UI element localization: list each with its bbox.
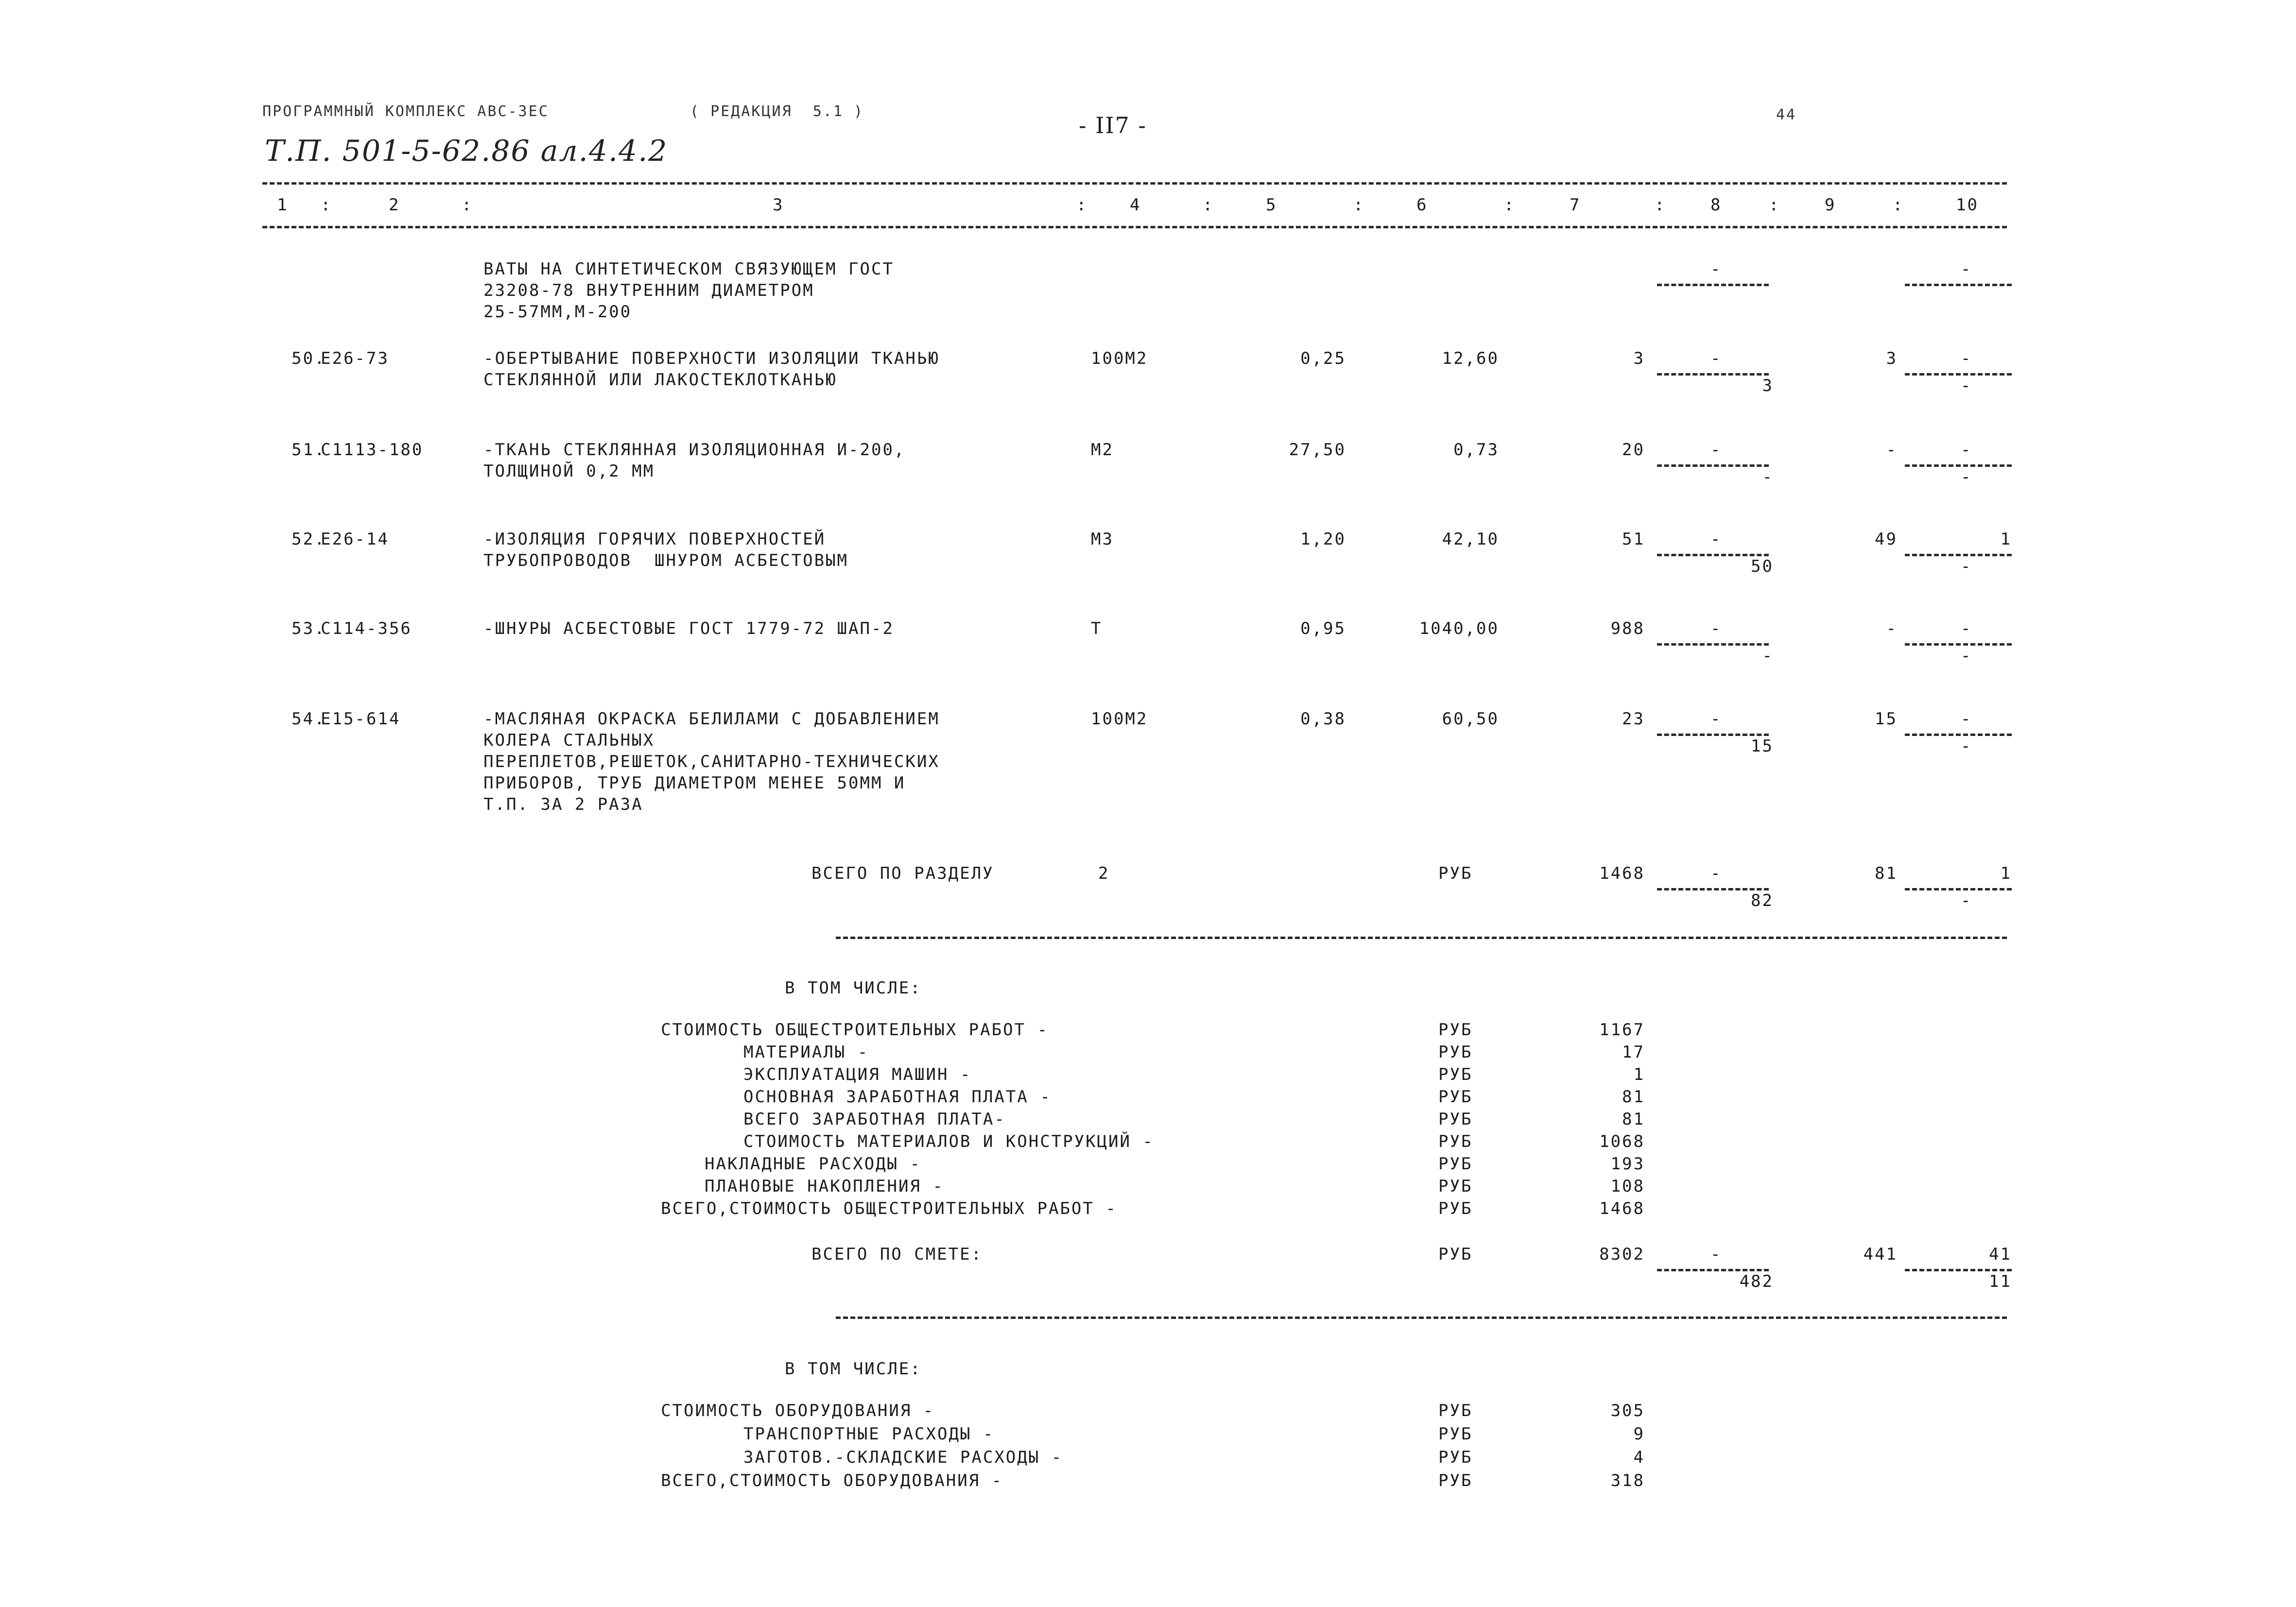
- column-separator: :: [1655, 195, 1666, 215]
- item-quantity: 27,50: [1289, 440, 1346, 460]
- item-col8-rule: [1657, 284, 1769, 286]
- column-header-7: 7: [1570, 195, 1581, 215]
- breakdown-unit: РУБ: [1438, 1043, 1473, 1062]
- breakdown-title: В ТОМ ЧИСЛЕ:: [785, 978, 922, 998]
- item-code: Е26-73: [321, 349, 389, 368]
- breakdown-label: ВСЕГО ЗАРАБОТНАЯ ПЛАТА-: [743, 1110, 1006, 1129]
- item-col8-sub: 3: [1762, 376, 1774, 395]
- item-unit-price: 42,10: [1442, 530, 1499, 549]
- breakdown2-unit: РУБ: [1438, 1448, 1473, 1467]
- item-unit-price: 1040,00: [1419, 619, 1499, 638]
- item-col10-rule: [1905, 464, 2012, 467]
- item-code: Е26-14: [321, 530, 389, 549]
- item-col10: -: [1961, 349, 1972, 368]
- estimate-total-col8-sub: 482: [1739, 1272, 1774, 1291]
- edition: ( РЕДАКЦИЯ 5.1 ): [690, 103, 864, 120]
- section-total-col10-rule: [1905, 888, 2012, 890]
- section-total-col8-sub: 82: [1751, 891, 1774, 910]
- breakdown2-unit: РУБ: [1438, 1401, 1473, 1420]
- page-number: - II7 -: [1079, 112, 1147, 138]
- item-description-line: ТОЛЩИНОЙ 0,2 ММ: [483, 462, 655, 481]
- section-total-rule: [836, 937, 2007, 939]
- item-col10: -: [1961, 619, 1972, 638]
- item-col8: -: [1710, 709, 1722, 729]
- item-unit: Т: [1091, 619, 1103, 638]
- item-col8-rule: [1657, 464, 1769, 467]
- item-col8: -: [1710, 619, 1722, 638]
- column-header-6: 6: [1416, 195, 1428, 215]
- section-total-col9: 81: [1875, 864, 1898, 883]
- item-col10: -: [1961, 259, 1972, 279]
- item-code: Е15-614: [321, 709, 401, 729]
- breakdown-value: 1468: [1599, 1199, 1645, 1218]
- breakdown2-unit: РУБ: [1438, 1424, 1473, 1444]
- breakdown-value: 17: [1622, 1043, 1645, 1062]
- item-col8-sub: 15: [1751, 736, 1774, 756]
- item-unit-price: 60,50: [1442, 709, 1499, 729]
- item-unit-price: 0,73: [1453, 440, 1499, 460]
- breakdown2-title: В ТОМ ЧИСЛЕ:: [785, 1359, 922, 1379]
- breakdown-label: ПЛАНОВЫЕ НАКОПЛЕНИЯ -: [705, 1177, 944, 1196]
- item-col10: -: [1961, 440, 1972, 460]
- item-col10-sub: -: [1961, 376, 1972, 395]
- item-col8: -: [1710, 349, 1722, 368]
- breakdown-unit: РУБ: [1438, 1087, 1473, 1107]
- item-description-line: ВАТЫ НА СИНТЕТИЧЕСКОМ СВЯЗУЮЩЕМ ГОСТ: [483, 259, 894, 279]
- item-col9: -: [1886, 619, 1898, 638]
- item-col8: -: [1710, 440, 1722, 460]
- item-col8-rule: [1657, 373, 1769, 376]
- item-col9: 15: [1875, 709, 1898, 729]
- section-total-col10-sub: -: [1961, 891, 1972, 910]
- item-description-line: ПЕРЕПЛЕТОВ,РЕШЕТОК,САНИТАРНО-ТЕХНИЧЕСКИХ: [483, 752, 940, 771]
- estimate-total-col8: -: [1710, 1245, 1722, 1264]
- item-unit-price: 12,60: [1442, 349, 1499, 368]
- item-total: 3: [1633, 349, 1645, 368]
- item-col8-sub: -: [1762, 646, 1774, 666]
- item-col10-rule: [1905, 284, 2012, 286]
- item-quantity: 0,38: [1300, 709, 1346, 729]
- breakdown-label: НАКЛАДНЫЕ РАСХОДЫ -: [705, 1154, 921, 1174]
- item-col10-rule: [1905, 554, 2012, 556]
- item-col10-rule: [1905, 373, 2012, 376]
- breakdown-label: ОСНОВНАЯ ЗАРАБОТНАЯ ПЛАТА -: [743, 1087, 1052, 1107]
- item-quantity: 0,25: [1300, 349, 1346, 368]
- item-col8: -: [1710, 259, 1722, 279]
- section-total-col10: 1: [2000, 864, 2012, 883]
- item-col10-sub: -: [1961, 736, 1972, 756]
- estimate-total-value: 8302: [1599, 1245, 1645, 1264]
- breakdown-label: ЭКСПЛУАТАЦИЯ МАШИН -: [743, 1065, 972, 1084]
- estimate-total-col10-sub: 11: [1989, 1272, 2012, 1291]
- estimate-total-label: ВСЕГО ПО СМЕТЕ:: [811, 1245, 983, 1264]
- item-total: 988: [1610, 619, 1645, 638]
- item-col10-sub: -: [1961, 467, 1972, 487]
- item-total: 51: [1622, 530, 1645, 549]
- breakdown2-label: ТРАНСПОРТНЫЕ РАСХОДЫ -: [743, 1424, 995, 1444]
- column-separator: :: [1076, 195, 1088, 215]
- breakdown-label: МАТЕРИАЛЫ -: [743, 1043, 869, 1062]
- item-number: 50.: [292, 349, 326, 368]
- column-header-2: 2: [389, 195, 400, 215]
- breakdown-value: 193: [1610, 1154, 1645, 1174]
- column-separator: :: [321, 195, 332, 215]
- breakdown2-label: ВСЕГО,СТОИМОСТЬ ОБОРУДОВАНИЯ -: [661, 1471, 1003, 1490]
- item-description-line: СТЕКЛЯННОЙ ИЛИ ЛАКОСТЕКЛОТКАНЬЮ: [483, 370, 837, 390]
- item-number: 51.: [292, 440, 326, 460]
- breakdown-label: СТОИМОСТЬ ОБЩЕСТРОИТЕЛЬНЫХ РАБОТ -: [661, 1020, 1049, 1040]
- breakdown-value: 81: [1622, 1087, 1645, 1107]
- item-code: С1113-180: [321, 440, 424, 460]
- item-col10-rule: [1905, 643, 2012, 646]
- breakdown-unit: РУБ: [1438, 1199, 1473, 1218]
- column-header-3: 3: [773, 195, 784, 215]
- section-number: 2: [1098, 864, 1110, 883]
- item-description-line: -ШНУРЫ АСБЕСТОВЫЕ ГОСТ 1779-72 ШАП-2: [483, 619, 894, 638]
- section-total-col8: -: [1710, 864, 1722, 883]
- item-description-line: -ОБЕРТЫВАНИЕ ПОВЕРХНОСТИ ИЗОЛЯЦИИ ТКАНЬЮ: [483, 349, 940, 368]
- column-separator: :: [462, 195, 473, 215]
- item-quantity: 0,95: [1300, 619, 1346, 638]
- column-header-5: 5: [1266, 195, 1277, 215]
- item-col9: 49: [1875, 530, 1898, 549]
- item-quantity: 1,20: [1300, 530, 1346, 549]
- breakdown2-value: 305: [1610, 1401, 1645, 1420]
- column-separator: :: [1769, 195, 1780, 215]
- column-separator: :: [1893, 195, 1904, 215]
- estimate-total-col9: 441: [1863, 1245, 1898, 1264]
- item-col8: -: [1710, 530, 1722, 549]
- item-col10: 1: [2000, 530, 2012, 549]
- item-number: 54.: [292, 709, 326, 729]
- item-number: 53.: [292, 619, 326, 638]
- estimate-total-unit: РУБ: [1438, 1245, 1473, 1264]
- item-description-line: 25-57ММ,М-200: [483, 302, 632, 322]
- item-col8-rule: [1657, 643, 1769, 646]
- section-total-label: ВСЕГО ПО РАЗДЕЛУ: [811, 864, 994, 883]
- breakdown-unit: РУБ: [1438, 1154, 1473, 1174]
- column-header-4: 4: [1130, 195, 1141, 215]
- item-col10-sub: -: [1961, 646, 1972, 666]
- program-name: ПРОГРАММНЫЙ КОМПЛЕКС АВС-3ЕС: [262, 103, 549, 120]
- item-description-line: КОЛЕРА СТАЛЬНЫХ: [483, 731, 655, 750]
- item-col10-sub: -: [1961, 557, 1972, 576]
- column-header-10: 10: [1956, 195, 1979, 215]
- breakdown-unit: РУБ: [1438, 1177, 1473, 1196]
- item-unit: М2: [1091, 440, 1114, 460]
- header-rule-top: [262, 182, 2007, 185]
- column-header-9: 9: [1825, 195, 1836, 215]
- breakdown-value: 1167: [1599, 1020, 1645, 1040]
- item-description-line: ПРИБОРОВ, ТРУБ ДИАМЕТРОМ МЕНЕЕ 50ММ И: [483, 773, 906, 793]
- item-code: С114-356: [321, 619, 412, 638]
- breakdown-unit: РУБ: [1438, 1132, 1473, 1151]
- column-header-1: 1: [277, 195, 289, 215]
- estimate-total-rule: [836, 1316, 2007, 1319]
- section-total-unit: РУБ: [1438, 864, 1473, 883]
- item-description-line: Т.П. ЗА 2 РАЗА: [483, 795, 643, 814]
- breakdown2-value: 318: [1610, 1471, 1645, 1490]
- breakdown2-label: ЗАГОТОВ.-СКЛАДСКИЕ РАСХОДЫ -: [743, 1448, 1063, 1467]
- breakdown2-value: 4: [1633, 1448, 1645, 1467]
- item-description-line: -ТКАНЬ СТЕКЛЯННАЯ ИЗОЛЯЦИОННАЯ И-200,: [483, 440, 906, 460]
- breakdown2-label: СТОИМОСТЬ ОБОРУДОВАНИЯ -: [661, 1401, 935, 1420]
- item-description-line: -МАСЛЯНАЯ ОКРАСКА БЕЛИЛАМИ С ДОБАВЛЕНИЕМ: [483, 709, 940, 729]
- item-unit: 100М2: [1091, 349, 1148, 368]
- breakdown-unit: РУБ: [1438, 1110, 1473, 1129]
- breakdown-unit: РУБ: [1438, 1020, 1473, 1040]
- item-number: 52.: [292, 530, 326, 549]
- item-col10: -: [1961, 709, 1972, 729]
- breakdown2-value: 9: [1633, 1424, 1645, 1444]
- item-description-line: 23208-78 ВНУТРЕННИМ ДИАМЕТРОМ: [483, 281, 814, 300]
- item-col8-sub: 50: [1751, 557, 1774, 576]
- breakdown-value: 108: [1610, 1177, 1645, 1196]
- breakdown-unit: РУБ: [1438, 1065, 1473, 1084]
- item-col9: 3: [1886, 349, 1898, 368]
- column-separator: :: [1203, 195, 1214, 215]
- breakdown2-unit: РУБ: [1438, 1471, 1473, 1490]
- item-col10-rule: [1905, 734, 2012, 736]
- breakdown-label: СТОИМОСТЬ МАТЕРИАЛОВ И КОНСТРУКЦИЙ -: [743, 1132, 1154, 1151]
- column-separator: :: [1504, 195, 1516, 215]
- header-rule-bottom: [262, 226, 2007, 228]
- estimate-total-col10: 41: [1989, 1245, 2012, 1264]
- item-col8-sub: -: [1762, 467, 1774, 487]
- breakdown-label: ВСЕГО,СТОИМОСТЬ ОБЩЕСТРОИТЕЛЬНЫХ РАБОТ -: [661, 1199, 1117, 1218]
- item-description-line: ТРУБОПРОВОДОВ ШНУРОМ АСБЕСТОВЫМ: [483, 551, 849, 570]
- item-unit: М3: [1091, 530, 1114, 549]
- item-unit: 100М2: [1091, 709, 1148, 729]
- item-col9: -: [1886, 440, 1898, 460]
- item-total: 23: [1622, 709, 1645, 729]
- column-header-8: 8: [1710, 195, 1722, 215]
- column-separator: :: [1353, 195, 1365, 215]
- sheet-number: 44: [1776, 106, 1797, 123]
- breakdown-value: 81: [1622, 1110, 1645, 1129]
- item-total: 20: [1622, 440, 1645, 460]
- breakdown-value: 1: [1633, 1065, 1645, 1084]
- item-description-line: -ИЗОЛЯЦИЯ ГОРЯЧИХ ПОВЕРХНОСТЕЙ: [483, 530, 826, 549]
- handwritten-reference: Т.П. 501-5-62.86 ал.4.4.2: [265, 134, 668, 168]
- section-total-value: 1468: [1599, 864, 1645, 883]
- breakdown-value: 1068: [1599, 1132, 1645, 1151]
